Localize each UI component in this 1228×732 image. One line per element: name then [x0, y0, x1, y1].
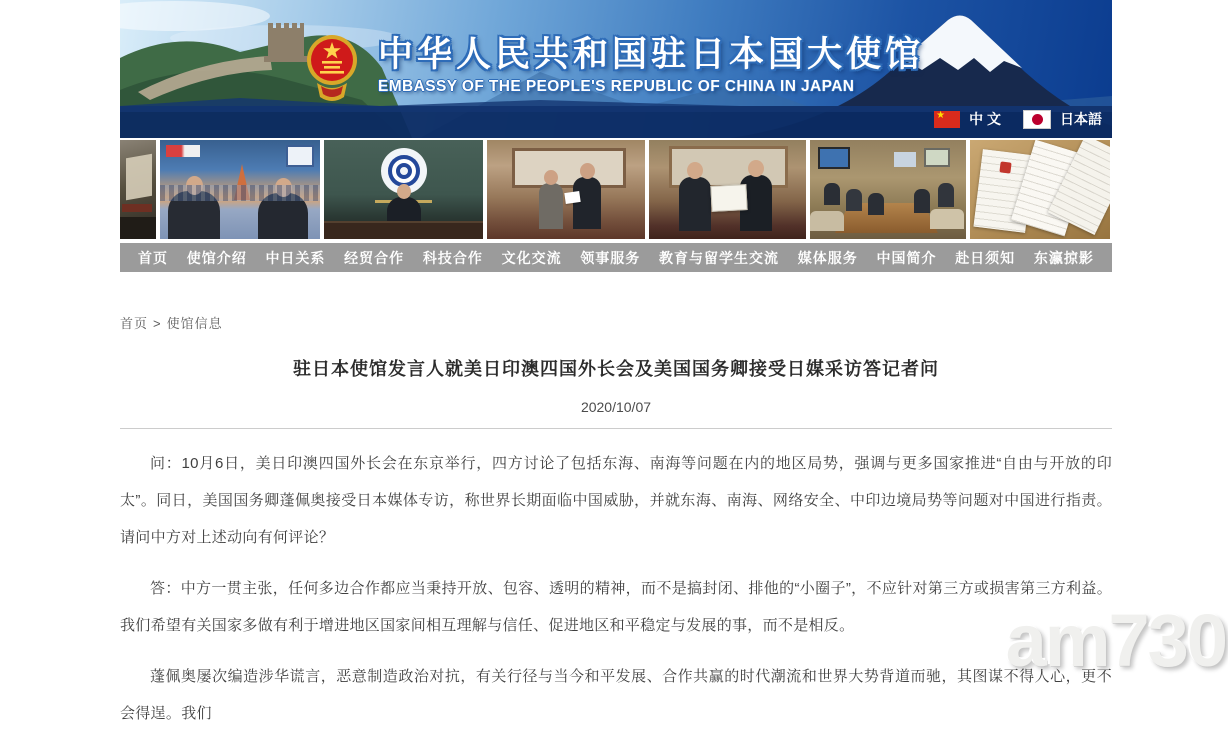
banner	[120, 0, 1112, 138]
photo-press-club[interactable]	[324, 140, 483, 239]
article-title: 驻日本使馆发言人就美日印澳四国外长会及美国国务卿接受日媒采访答记者问	[293, 359, 939, 379]
lang-japanese-link[interactable]: 日本語	[1060, 111, 1102, 127]
breadcrumb-current-link[interactable]: 使馆信息	[166, 316, 223, 331]
nav-item-cultural-exchange[interactable]: 文化交流	[501, 249, 562, 266]
photo-document-handover[interactable]	[487, 140, 645, 239]
language-switcher	[934, 109, 1102, 129]
breadcrumb	[120, 313, 1112, 332]
article-paragraph: 答：中方一贯主张，任何多边合作都应当秉持开放、包容、透明的精神，而不是搞封闭、排他的“小圈子”，不应针对第三方或损害第三方利益。我们希望有关国家多做有利于增进地区国家间相互理解与信任、促进地区和平稳定与发展的事，而不是相反。	[120, 580, 1112, 634]
nav-item-visiting-japan-notice[interactable]: 赴日须知	[955, 249, 1016, 266]
photo-video-conference[interactable]	[160, 140, 320, 239]
nav-item-education-overseas-students[interactable]: 教育与留学生交流	[659, 249, 780, 266]
site-title-english: EMBASSY OF THE PEOPLE'S REPUBLIC OF CHINA IN JAPAN	[378, 77, 855, 95]
nav-item-about-china[interactable]: 中国简介	[876, 249, 937, 266]
title-divider	[120, 428, 1112, 429]
china-national-emblem-icon	[307, 30, 357, 108]
photo-certificate-presentation[interactable]	[649, 140, 806, 239]
article-paragraph: 问：10月6日，美日印澳四国外长会在东京举行，四方讨论了包括东海、南海等问题在内的地区局势，强调与更多国家推进“自由与开放的印太”。同日，美国国务卿蓬佩奥接受日本媒体专访，称世界长期面临中国威胁，并就东海、南海、网络安全、中印边境局势等问题对中国进行指责。请问中方对上述动向有何评论？	[120, 455, 1112, 546]
article-date: 2020/10/07	[580, 399, 652, 415]
japan-flag-icon[interactable]	[1023, 110, 1051, 129]
am730-watermark: am730	[1005, 599, 1226, 682]
nav-item-media-services[interactable]: 媒体服务	[797, 249, 858, 266]
site-title-chinese: 中华人民共和国驻日本国大使馆	[378, 35, 925, 74]
article-body	[120, 445, 1112, 732]
photo-carousel	[120, 140, 1112, 239]
photo-lecture-hall[interactable]	[120, 140, 156, 239]
main-nav	[120, 243, 1112, 272]
article	[120, 355, 1112, 732]
photo-official-letters[interactable]	[970, 140, 1110, 239]
article-paragraph: 蓬佩奥屡次编造涉华谎言，恶意制造政治对抗，有关行径与当今和平发展、合作共赢的时代潮流和世界大势背道而驰，其图谋不得人心，更不会得逞。我们	[120, 668, 1112, 722]
nav-item-economic-trade-cooperation[interactable]: 经贸合作	[344, 249, 405, 266]
nav-item-japan-glimpses[interactable]: 东瀛掠影	[1033, 249, 1094, 266]
page	[120, 0, 1112, 732]
nav-item-china-japan-relations[interactable]: 中日关系	[265, 249, 326, 266]
breadcrumb-separator: >	[153, 316, 162, 331]
breadcrumb-home-link[interactable]: 首页	[120, 316, 149, 331]
nav-item-home[interactable]: 首页	[138, 249, 168, 266]
nav-item-consular-services[interactable]: 领事服务	[580, 249, 641, 266]
nav-item-embassy-info[interactable]: 使馆介绍	[186, 249, 247, 266]
photo-meeting-room[interactable]	[810, 140, 966, 239]
nav-item-sci-tech-cooperation[interactable]: 科技合作	[422, 249, 483, 266]
banner-titles	[378, 36, 924, 96]
lang-chinese-link[interactable]: 中 文	[969, 111, 1001, 127]
china-flag-icon[interactable]	[934, 111, 960, 128]
